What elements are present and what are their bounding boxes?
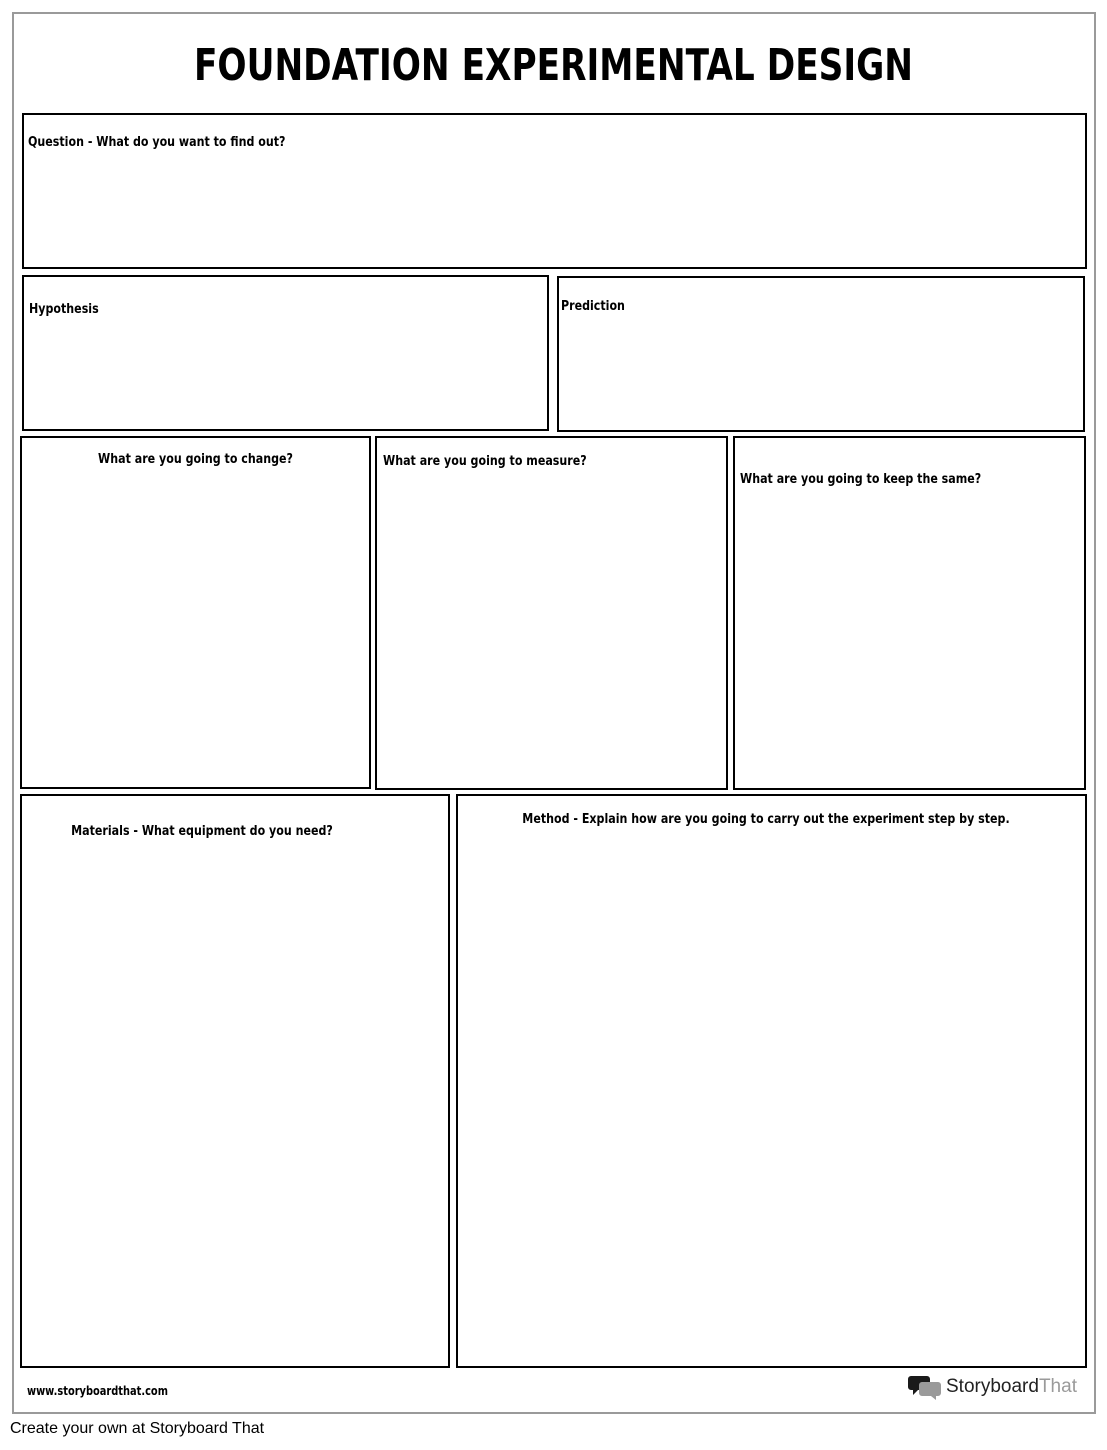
- create-your-own-caption[interactable]: Create your own at Storyboard That: [10, 1420, 265, 1437]
- keep-same-box[interactable]: [733, 436, 1086, 790]
- method-label: Method - Explain how are you going to carry out the experiment step by step.: [522, 811, 1010, 827]
- speech-bubbles-icon: [908, 1373, 942, 1401]
- method-box[interactable]: [456, 794, 1087, 1368]
- brand-wordmark-dark: Storyboard: [946, 1376, 1039, 1397]
- measure-box[interactable]: [375, 436, 728, 790]
- materials-box[interactable]: [20, 794, 450, 1368]
- prediction-box[interactable]: [557, 276, 1085, 432]
- keep-same-label: What are you going to keep the same?: [740, 471, 982, 487]
- footer-url[interactable]: www.storyboardthat.com: [27, 1384, 168, 1398]
- materials-label: Materials - What equipment do you need?: [71, 823, 333, 839]
- storyboardthat-logo[interactable]: [908, 1372, 1077, 1402]
- hypothesis-box[interactable]: [22, 275, 549, 431]
- page-title: FOUNDATION EXPERIMENTAL DESIGN: [193, 40, 914, 91]
- change-box[interactable]: [20, 436, 371, 789]
- change-label: What are you going to change?: [98, 451, 293, 467]
- hypothesis-label: Hypothesis: [29, 301, 99, 317]
- brand-wordmark: [946, 1376, 1077, 1398]
- question-label: Question - What do you want to find out?: [28, 134, 286, 150]
- brand-wordmark-light: That: [1038, 1376, 1077, 1397]
- measure-label: What are you going to measure?: [383, 453, 587, 469]
- prediction-label: Prediction: [561, 298, 625, 314]
